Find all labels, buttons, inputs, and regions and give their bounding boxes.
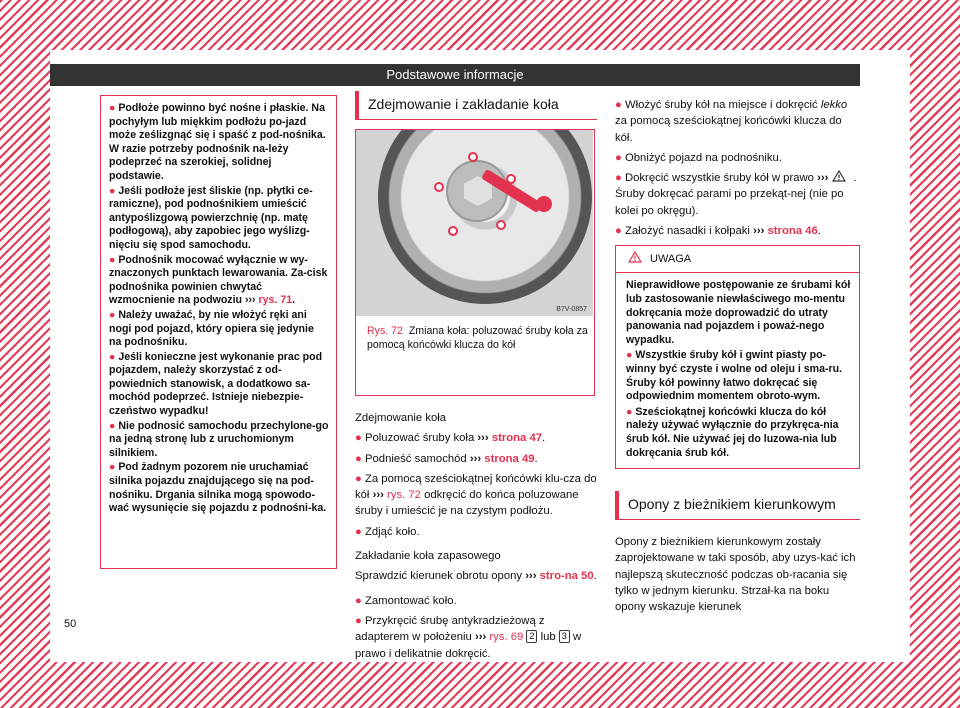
warning-box [100, 95, 337, 569]
warning-item: ● Nie podnosić samochodu przechylone-go na jedną stronę lub z uruchomionym silnikiem. [109, 419, 329, 459]
uwaga-item: ● Sześciokątnej końcówki klucza do kół należy używać wyłącznie do przykręca-nia śrub kół. Nie używać jej do luzowa-nia lub dokręcania śrub kół. [626, 405, 839, 459]
position-number-3: 3 [559, 630, 570, 643]
paragraph: Opony z bieżnikiem kierunkowym zostały zaprojektowane w taki sposób, aby uzys-kać ich najlepszą skuteczność podczas ob-racania się tylko w jednym kierunku. Strzał-ka na boku opony wskazuje kierunek [615, 536, 856, 614]
warning-triangle-icon [628, 251, 642, 263]
uwaga-item: ● Wszystkie śruby kół i gwint piasty po-winny być czyste i wolne od oleju i sma-ru. Śruby kół powinny łatwo dokręcać się odpowiednim momentem obroto-wym. [626, 349, 843, 403]
wrench-handle-icon [536, 196, 552, 212]
list-item: ● Założyć nasadki i kołpaki ››› strona 46. [615, 225, 821, 238]
figure-caption: Rys. 72 Zmiana koła: poluzować śruby koła za pomocą końcówki klucza do kół [367, 325, 588, 351]
section-title: Zdejmowanie i zakładanie koła [355, 91, 597, 120]
subheading: Zdejmowanie koła [355, 412, 447, 424]
uwaga-header: UWAGA [616, 246, 859, 273]
link-strona-46[interactable]: strona 46 [767, 225, 818, 238]
list-item: ● Dokręcić wszystkie śruby kół w prawo ››› . Śruby dokręcać parami po przekąt-nej (nie po kolei po okręgu). [615, 172, 857, 217]
link-rys-72[interactable]: rys. 72 [387, 489, 421, 502]
position-number-2: 2 [526, 630, 537, 643]
page-number: 50 [64, 618, 77, 630]
link-strona-50[interactable]: stro-na 50 [539, 570, 594, 583]
uwaga-body [616, 273, 859, 468]
list-item: ● Zdjąć koło. [355, 525, 420, 538]
wheel-hub-graphic [446, 160, 508, 222]
list-item: ● Za pomocą sześciokątnej końcówki klu-cza do kół ››› rys. 72 odkręcić do końca poluzowane śruby i umieścić je na czystym podłożu. [355, 472, 597, 518]
section-directional-tyres [615, 491, 860, 615]
column-3 [615, 97, 860, 616]
list-item: ● Podnieść samochód ››› strona 49. [355, 452, 538, 465]
warning-item: ● Jeśli podłoże jest śliskie (np. płytki ce-ramiczne), pod podnośnikiem umieścić antypoślizgową powierzchnię (np. matę podłogową), aby zapobiec jego wyślizg-nięciu się spod samochodu. [109, 184, 313, 251]
list-item: ● Przykręcić śrubę antykradzieżową z adapterem w położeniu ››› rys. 69 2 lub 3 w prawo i delikatnie dokręcić. [355, 614, 582, 660]
warning-item: ● Podnośnik mocować wyłącznie w wy-znaczonych punktach lewarowania. Za-cisk podnośnika powinien chwytać wzmocnienie na podwoziu ››› rys. 71. [109, 253, 328, 307]
list-item: ● Zamontować koło. [355, 594, 457, 607]
uwaga-warning-box [615, 245, 860, 469]
subheading: Zakładanie koła zapasowego [355, 550, 501, 563]
warning-triangle-icon [832, 170, 846, 182]
continued-instructions [615, 97, 860, 239]
list-item: ● Obniżyć pojazd na podnośniku. [615, 151, 782, 164]
list-item: ● Poluzować śruby koła ››› strona 47. [355, 432, 546, 445]
list-item: ● Włożyć śruby kół na miejsce i dokręcić lekko za pomocą sześciokątnej końcówki klucza do kół. [615, 99, 848, 144]
wheel-bolt-icon [434, 182, 444, 192]
paragraph: Sprawdzić kierunek obrotu opony ››› stro-na 50. [355, 570, 597, 583]
warning-item: ● Jeśli konieczne jest wykonanie prac pod pojazdem, należy skorzystać z od-powiednich stanowisk, a dodatkowo sa-mochód podeprzeć. Istnieje niebezpie-czeństwo wypadku! [109, 350, 323, 418]
link-rys-71[interactable]: rys. 71 [258, 294, 293, 307]
link-strona-47[interactable]: strona 47 [491, 432, 543, 445]
wheel-bolt-icon [496, 220, 506, 230]
wheel-bolt-icon [468, 152, 478, 162]
image-code: B7V-0857 [556, 306, 587, 313]
removal-instructions [355, 410, 597, 662]
link-strona-49[interactable]: strona 49 [484, 452, 535, 465]
section-title: Opony z bieżnikiem kierunkowym [615, 491, 860, 520]
section-wheel-change [355, 91, 597, 666]
page-header: Podstawowe informacje [50, 64, 860, 86]
uwaga-paragraph: Nieprawidłowe postępowanie ze śrubami kół lub zastosowanie niewłaściwego mo-mentu dokręcania może doprowadzić do utraty panowania nad pojazdem i poważ-nego wypadku. [626, 279, 851, 346]
warning-item: ● Pod żadnym pozorem nie uruchamiać silnika pojazdu znajdującego się na pod-nośniku. Drgania silnika mogą spowodo-wać wysunięcie się pojazdu z podnośni-ka. [109, 461, 327, 515]
wheel-illustration [356, 130, 593, 316]
figure-72 [355, 129, 595, 396]
link-rys-69[interactable]: rys. 69 [489, 631, 524, 644]
warning-item: ● Należy uważać, by nie włożyć ręki ani nogi pod pojazd, który opiera się jedynie na podnośniku. [109, 308, 314, 349]
wheel-bolt-icon [448, 226, 458, 236]
warning-item: ● Podłoże powinno być nośne i płaskie. Na pochyłym lub miękkim podłożu po-jazd może ześlizgnąć się i spaść z pod-nośnika. W razie potrzeby podnośnik na-leży podeprzeć na szerokiej, solidnej podstawie. [109, 102, 326, 182]
